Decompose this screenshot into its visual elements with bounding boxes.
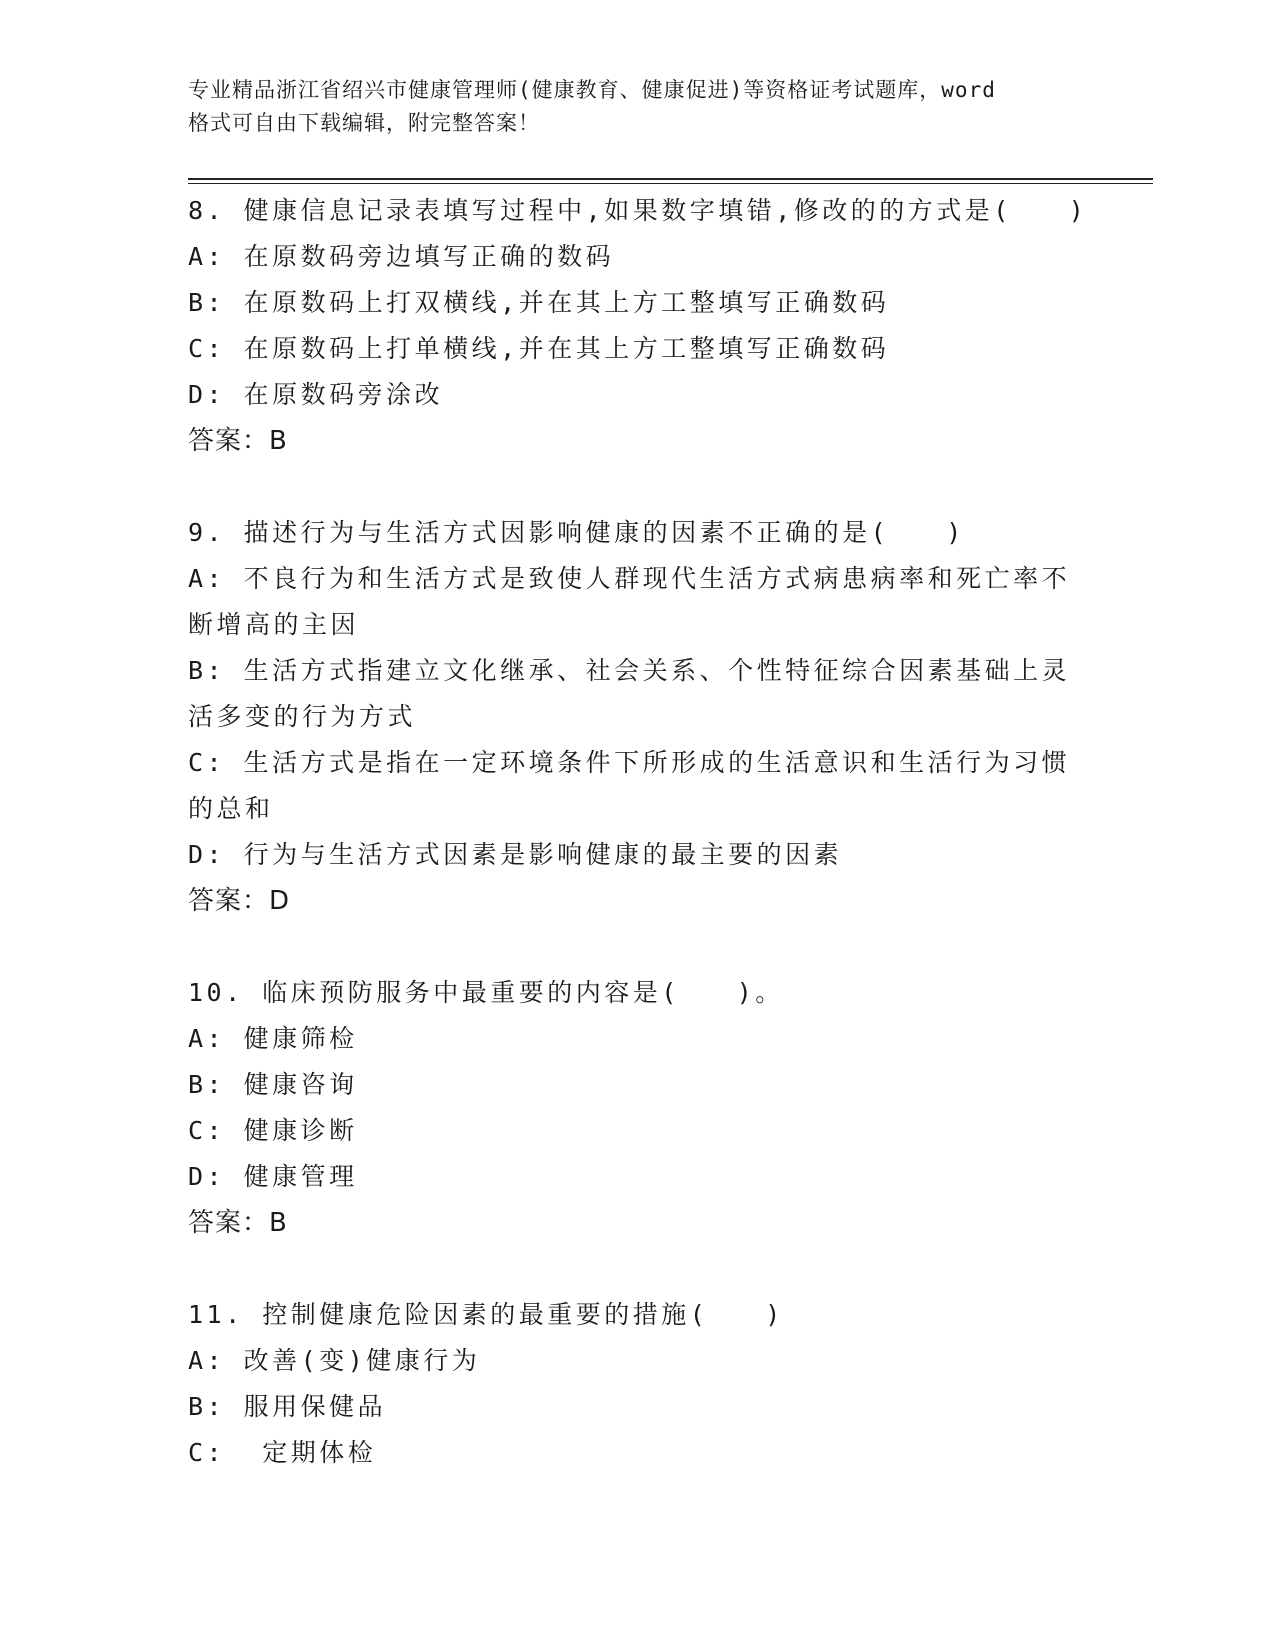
option-line: A: 改善(变)健康行为 [188, 1346, 481, 1375]
question-block [188, 970, 1088, 1246]
option-line: C: 健康诊断 [188, 1116, 358, 1145]
header-line-2: 格式可自由下载编辑，附完整答案！ [188, 111, 540, 135]
document-header [188, 74, 1088, 140]
option-line: A: 健康筛检 [188, 1024, 358, 1053]
answer-label: 答案：B [188, 1208, 288, 1238]
question-block [188, 188, 1088, 464]
question-stem: 11. 控制健康危险因素的最重要的措施( ) [188, 1300, 784, 1329]
option-line: C: 生活方式是指在一定环境条件下所形成的生活意识和生活行为习惯 [188, 748, 1071, 777]
question-list [188, 188, 1088, 1522]
option-line: B: 生活方式指建立文化继承、社会关系、个性特征综合因素基础上灵 [188, 656, 1071, 685]
option-line: 的总和 [188, 794, 274, 823]
header-divider-thick [188, 178, 1153, 180]
question-block [188, 1292, 1088, 1476]
option-line: 活多变的行为方式 [188, 702, 417, 731]
option-line: D: 行为与生活方式因素是影响健康的最主要的因素 [188, 840, 843, 869]
question-stem: 10. 临床预防服务中最重要的内容是( )。 [188, 978, 784, 1007]
option-line: A: 在原数码旁边填写正确的数码 [188, 242, 615, 271]
answer-label: 答案：B [188, 426, 288, 456]
header-line-1: 专业精品浙江省绍兴市健康管理师(健康教育、健康促进)等资格证考试题库，word [188, 78, 996, 102]
option-line: B: 在原数码上打双横线,并在其上方工整填写正确数码 [188, 288, 890, 317]
option-line: C: 定期体检 [188, 1438, 377, 1467]
option-line: C: 在原数码上打单横线,并在其上方工整填写正确数码 [188, 334, 890, 363]
question-block [188, 510, 1088, 924]
answer-label: 答案：D [188, 886, 291, 916]
option-line: A: 不良行为和生活方式是致使人群现代生活方式病患病率和死亡率不 [188, 564, 1071, 593]
question-stem: 8. 健康信息记录表填写过程中,如果数字填错,修改的的方式是( ) [188, 196, 1088, 225]
header-divider-thin [188, 183, 1153, 184]
option-line: D: 在原数码旁涂改 [188, 380, 444, 409]
question-stem: 9. 描述行为与生活方式因影响健康的因素不正确的是( ) [188, 518, 965, 547]
option-line: B: 服用保健品 [188, 1392, 387, 1421]
option-line: 断增高的主因 [188, 610, 360, 639]
option-line: D: 健康管理 [188, 1162, 358, 1191]
option-line: B: 健康咨询 [188, 1070, 358, 1099]
